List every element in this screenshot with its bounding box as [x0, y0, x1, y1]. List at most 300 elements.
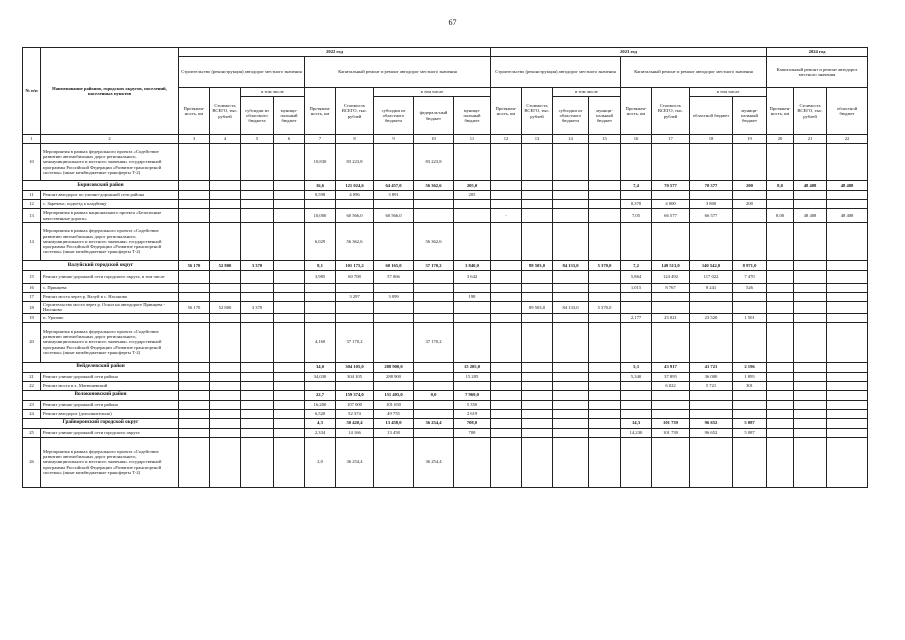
- row-number: 25: [23, 428, 41, 437]
- value-cell: [179, 409, 210, 418]
- value-cell: 70 577: [652, 181, 690, 191]
- value-cell: [767, 200, 794, 209]
- value-cell: 200: [733, 181, 767, 191]
- column-number: 19: [733, 135, 767, 144]
- value-cell: 36 000: [690, 372, 733, 381]
- value-cell: 7,05: [621, 209, 652, 223]
- value-cell: 4 096: [336, 191, 374, 200]
- value-cell: [491, 261, 522, 271]
- value-cell: [589, 293, 621, 302]
- value-cell: 5 721: [690, 381, 733, 390]
- value-cell: [336, 302, 374, 314]
- row-name: Ремонт автодорог по улично-дорожной сети района: [41, 191, 179, 200]
- value-cell: 8,0: [767, 181, 794, 191]
- value-cell: [733, 223, 767, 261]
- value-cell: [241, 313, 274, 322]
- value-cell: 121 024,6: [336, 181, 374, 191]
- value-cell: [454, 313, 491, 322]
- value-cell: [522, 191, 553, 200]
- value-cell: [767, 400, 794, 409]
- value-cell: [491, 409, 522, 418]
- value-cell: [767, 372, 794, 381]
- value-cell: [374, 223, 414, 261]
- value-cell: 48 408: [794, 181, 827, 191]
- value-cell: [767, 381, 794, 390]
- value-cell: 2,334: [305, 428, 336, 437]
- value-cell: [454, 209, 491, 223]
- value-cell: [522, 390, 553, 400]
- value-cell: [491, 181, 522, 191]
- value-cell: [621, 400, 652, 409]
- table-row: [23, 271, 868, 284]
- value-cell: 48 408: [794, 209, 827, 223]
- value-cell: -: [491, 209, 522, 223]
- column-number: 14: [553, 135, 589, 144]
- value-cell: [241, 284, 274, 293]
- value-cell: [414, 409, 454, 418]
- value-cell: [589, 191, 621, 200]
- value-cell: [374, 437, 414, 487]
- value-cell: [794, 390, 827, 400]
- value-cell: [733, 209, 767, 223]
- value-cell: 2 619: [454, 409, 491, 418]
- value-cell: 66 577: [690, 209, 733, 223]
- value-cell: [690, 409, 733, 418]
- value-cell: [553, 313, 589, 322]
- value-cell: [274, 322, 305, 362]
- value-cell: [589, 409, 621, 418]
- value-cell: [274, 181, 305, 191]
- value-cell: 3 840,0: [454, 261, 491, 271]
- value-cell: [491, 362, 522, 372]
- value-cell: 5 087: [733, 418, 767, 428]
- value-cell: [241, 181, 274, 191]
- value-cell: 101 739: [652, 418, 690, 428]
- value-cell: [827, 293, 868, 302]
- value-cell: [794, 409, 827, 418]
- row-number: 22: [23, 381, 41, 390]
- value-cell: 3,985: [305, 271, 336, 284]
- value-cell: 48 408: [827, 209, 868, 223]
- value-cell: [179, 271, 210, 284]
- value-cell: [589, 181, 621, 191]
- value-cell: [414, 191, 454, 200]
- value-cell: 149 513,0: [652, 261, 690, 271]
- value-cell: [589, 400, 621, 409]
- value-cell: [210, 372, 241, 381]
- value-cell: 56 170: [179, 261, 210, 271]
- value-cell: [621, 322, 652, 362]
- value-cell: [794, 302, 827, 314]
- value-cell: 205,0: [454, 181, 491, 191]
- value-cell: 124 492: [652, 271, 690, 284]
- column-number: 13: [522, 135, 553, 144]
- value-cell: 708: [454, 428, 491, 437]
- value-cell: [241, 293, 274, 302]
- row-number: 18: [23, 302, 41, 314]
- value-cell: [589, 372, 621, 381]
- value-cell: [241, 372, 274, 381]
- value-cell: [454, 381, 491, 390]
- value-cell: [553, 181, 589, 191]
- value-cell: [491, 372, 522, 381]
- value-cell: 5,864: [621, 271, 652, 284]
- value-cell: [827, 400, 868, 409]
- value-cell: [589, 418, 621, 428]
- value-cell: 0,0: [414, 390, 454, 400]
- value-cell: [179, 144, 210, 181]
- row-name: с. Зареченс, подъезд к кладбищу: [41, 200, 179, 209]
- value-cell: [733, 390, 767, 400]
- value-cell: [241, 362, 274, 372]
- value-cell: [767, 271, 794, 284]
- column-number: 12: [491, 135, 522, 144]
- value-cell: [652, 322, 690, 362]
- value-cell: [414, 284, 454, 293]
- value-cell: [491, 191, 522, 200]
- header-sub-subsidy: субсидии из областного бюджета: [374, 97, 414, 135]
- value-cell: [336, 200, 374, 209]
- row-name: Мероприятия в рамках федерального проекта «Содействие развитию автомобильных дорог регионального, межмуниципального и местного значения» государственной программы Российской Федерации «Развитие транспортной системы» (иные межбюджетные трансферты Т-2): [41, 144, 179, 181]
- value-cell: [522, 400, 553, 409]
- value-cell: [652, 223, 690, 261]
- district-name: Грайворонский городской округ: [23, 418, 179, 428]
- value-cell: 89 503,0: [522, 261, 553, 271]
- value-cell: 8 971,0: [733, 261, 767, 271]
- value-cell: [589, 322, 621, 362]
- value-cell: 117 022: [690, 271, 733, 284]
- row-number: 23: [23, 400, 41, 409]
- row-name: Ремонт моста через р. Валуй в с. Насоново: [41, 293, 179, 302]
- value-cell: [733, 322, 767, 362]
- value-cell: [491, 223, 522, 261]
- value-cell: [274, 261, 305, 271]
- column-number: 9: [374, 135, 414, 144]
- value-cell: [454, 322, 491, 362]
- value-cell: [690, 293, 733, 302]
- value-cell: [274, 200, 305, 209]
- column-number: 16: [621, 135, 652, 144]
- value-cell: [767, 191, 794, 200]
- value-cell: 66 577: [652, 209, 690, 223]
- table-row: [23, 284, 868, 293]
- row-name: Ремонт улично-дорожной сети района: [41, 372, 179, 381]
- value-cell: 1,015: [621, 284, 652, 293]
- value-cell: 5,3: [621, 362, 652, 372]
- value-cell: [827, 223, 868, 261]
- row-name: Ремонт улично-дорожной сети городского округа, в том числе: [41, 271, 179, 284]
- value-cell: [179, 390, 210, 400]
- value-cell: [491, 428, 522, 437]
- value-cell: [491, 293, 522, 302]
- value-cell: [522, 381, 553, 390]
- value-cell: [652, 191, 690, 200]
- value-cell: [210, 191, 241, 200]
- column-number: 15: [589, 135, 621, 144]
- value-cell: [241, 381, 274, 390]
- value-cell: [827, 372, 868, 381]
- header-sub-length: Протяжен-ность, км: [767, 88, 794, 135]
- value-cell: [690, 400, 733, 409]
- value-cell: [179, 362, 210, 372]
- row-number: 17: [23, 293, 41, 302]
- value-cell: [179, 293, 210, 302]
- value-cell: [652, 293, 690, 302]
- value-cell: 37 170,2: [414, 322, 454, 362]
- value-cell: [241, 409, 274, 418]
- value-cell: 205: [454, 191, 491, 200]
- value-cell: [733, 293, 767, 302]
- header-incl: в том числе: [374, 88, 491, 97]
- value-cell: [210, 418, 241, 428]
- column-number: 5: [241, 135, 274, 144]
- value-cell: [690, 322, 733, 362]
- value-cell: [652, 437, 690, 487]
- value-cell: [794, 362, 827, 372]
- row-name: Строительство моста через р. Оскол на автодороге Принцева - Насоново: [41, 302, 179, 314]
- value-cell: [210, 271, 241, 284]
- value-cell: [827, 428, 868, 437]
- value-cell: [553, 418, 589, 428]
- value-cell: [274, 293, 305, 302]
- value-cell: [414, 400, 454, 409]
- value-cell: [794, 271, 827, 284]
- value-cell: [374, 200, 414, 209]
- value-cell: 2,177: [621, 313, 652, 322]
- value-cell: [414, 428, 454, 437]
- value-cell: [794, 223, 827, 261]
- value-cell: 52 800: [210, 302, 241, 314]
- value-cell: [767, 418, 794, 428]
- value-cell: 151 405,0: [374, 390, 414, 400]
- value-cell: 84 133,0: [553, 261, 589, 271]
- value-cell: [491, 302, 522, 314]
- value-cell: [414, 381, 454, 390]
- district-row: [23, 181, 868, 191]
- header-incl: в том числе: [241, 88, 305, 97]
- value-cell: [589, 313, 621, 322]
- value-cell: [827, 313, 868, 322]
- value-cell: 526: [733, 284, 767, 293]
- value-cell: [374, 144, 414, 181]
- header-group-2023-repair: Капитальный ремонт и ремонт автодорог местного значения: [621, 57, 767, 88]
- table-row: [23, 144, 868, 181]
- district-row: [23, 261, 868, 271]
- value-cell: [553, 293, 589, 302]
- value-cell: [652, 409, 690, 418]
- value-cell: [733, 191, 767, 200]
- value-cell: 6,029: [305, 223, 336, 261]
- value-cell: [210, 400, 241, 409]
- value-cell: [652, 144, 690, 181]
- table-row: [23, 223, 868, 261]
- value-cell: [522, 144, 553, 181]
- value-cell: 288 900,0: [374, 362, 414, 372]
- table-row: [23, 293, 868, 302]
- district-row: [23, 418, 868, 428]
- value-cell: 15 205: [454, 372, 491, 381]
- value-cell: 5 087: [733, 428, 767, 437]
- value-cell: [767, 362, 794, 372]
- value-cell: [553, 381, 589, 390]
- value-cell: [553, 362, 589, 372]
- value-cell: [336, 313, 374, 322]
- value-cell: 2,0: [305, 437, 336, 487]
- value-cell: 13 458: [374, 428, 414, 437]
- value-cell: [522, 418, 553, 428]
- value-cell: [621, 191, 652, 200]
- value-cell: [827, 322, 868, 362]
- value-cell: 13 458,0: [374, 418, 414, 428]
- value-cell: 3 642: [454, 271, 491, 284]
- value-cell: [621, 381, 652, 390]
- value-cell: [454, 144, 491, 181]
- value-cell: 96 652: [690, 428, 733, 437]
- value-cell: 84 133,0: [553, 302, 589, 314]
- header-group-2023-build: Строительство (реконструкция) автодорог местного значения: [491, 57, 621, 88]
- value-cell: 14,3: [621, 418, 652, 428]
- value-cell: [522, 362, 553, 372]
- value-cell: [589, 362, 621, 372]
- value-cell: [241, 144, 274, 181]
- value-cell: [491, 200, 522, 209]
- column-number: 22: [827, 135, 868, 144]
- value-cell: [767, 293, 794, 302]
- value-cell: 14,230: [621, 428, 652, 437]
- header-sub-federal: федераль-ный бюджет: [414, 97, 454, 135]
- value-cell: [414, 209, 454, 223]
- column-number: 4: [210, 135, 241, 144]
- value-cell: [621, 390, 652, 400]
- value-cell: 60 708: [336, 271, 374, 284]
- header-sub-cost: Стоимость ВСЕГО, тыс. рублей: [794, 88, 827, 135]
- value-cell: [241, 271, 274, 284]
- value-cell: 60 566,0: [374, 209, 414, 223]
- header-incl: в том числе: [553, 88, 621, 97]
- value-cell: [305, 381, 336, 390]
- district-row: [23, 390, 868, 400]
- value-cell: [274, 390, 305, 400]
- value-cell: [827, 191, 868, 200]
- table-row: [23, 313, 868, 322]
- value-cell: 10,830: [305, 144, 336, 181]
- header-sub-muni: муници-пальный бюджет: [589, 97, 621, 135]
- value-cell: [454, 284, 491, 293]
- value-cell: 36 254,4: [336, 437, 374, 487]
- value-cell: 3 800: [690, 200, 733, 209]
- value-cell: [827, 200, 868, 209]
- row-name: Ремонт улично-дорожной сети городского округа: [41, 428, 179, 437]
- value-cell: [733, 400, 767, 409]
- value-cell: [589, 381, 621, 390]
- value-cell: [241, 390, 274, 400]
- value-cell: [241, 400, 274, 409]
- header-sub-subsidy: субсидии из областного бюджета: [553, 97, 589, 135]
- value-cell: [621, 437, 652, 487]
- value-cell: 5 350: [454, 400, 491, 409]
- value-cell: 22,7: [305, 390, 336, 400]
- value-cell: [553, 322, 589, 362]
- value-cell: [794, 313, 827, 322]
- value-cell: [179, 381, 210, 390]
- value-cell: [414, 372, 454, 381]
- row-name: Мероприятия в рамках федерального проекта «Содействие развитию автомобильных дорог регионального, межмуниципального и местного значения» государственной программы Российской Федерации «Развитие транспортной системы» (иные межбюджетные трансферты Т-2): [41, 223, 179, 261]
- value-cell: 0,370: [621, 200, 652, 209]
- value-cell: 5,340: [621, 372, 652, 381]
- value-cell: 60 566,0: [336, 209, 374, 223]
- value-cell: [827, 362, 868, 372]
- value-cell: [589, 223, 621, 261]
- value-cell: 96 652: [690, 418, 733, 428]
- value-cell: [210, 437, 241, 487]
- value-cell: [179, 428, 210, 437]
- value-cell: 101 739: [652, 428, 690, 437]
- value-cell: 60 165,0: [374, 261, 414, 271]
- value-cell: [767, 409, 794, 418]
- value-cell: [305, 200, 336, 209]
- table-row: [23, 437, 868, 487]
- value-cell: [374, 381, 414, 390]
- value-cell: [454, 437, 491, 487]
- value-cell: [589, 437, 621, 487]
- value-cell: [522, 313, 553, 322]
- value-cell: [827, 271, 868, 284]
- value-cell: [414, 362, 454, 372]
- value-cell: 5 370,0: [589, 302, 621, 314]
- header-sub-region: областной бюджет: [690, 97, 733, 135]
- value-cell: 200: [733, 200, 767, 209]
- value-cell: [827, 409, 868, 418]
- value-cell: [553, 390, 589, 400]
- value-cell: [241, 437, 274, 487]
- value-cell: [210, 209, 241, 223]
- header-sub-muni: муници-пальный бюджет: [733, 97, 767, 135]
- value-cell: [274, 223, 305, 261]
- value-cell: [553, 200, 589, 209]
- value-cell: [414, 293, 454, 302]
- value-cell: 101 650: [374, 400, 414, 409]
- value-cell: [690, 390, 733, 400]
- value-cell: 34,0: [305, 362, 336, 372]
- value-cell: 23 520: [690, 313, 733, 322]
- row-number: 10: [23, 144, 41, 181]
- value-cell: [794, 418, 827, 428]
- value-cell: [621, 144, 652, 181]
- value-cell: [767, 144, 794, 181]
- row-number: 21: [23, 372, 41, 381]
- column-number-row: [23, 135, 868, 144]
- value-cell: [210, 409, 241, 418]
- value-cell: [374, 313, 414, 322]
- value-cell: [454, 302, 491, 314]
- value-cell: [274, 400, 305, 409]
- value-cell: [274, 191, 305, 200]
- value-cell: [241, 223, 274, 261]
- value-cell: [210, 428, 241, 437]
- table-row: [23, 381, 868, 390]
- value-cell: [414, 271, 454, 284]
- row-number: 16: [23, 284, 41, 293]
- value-cell: 101 175,2: [336, 261, 374, 271]
- table-row: [23, 322, 868, 362]
- header-row-number: № п/п: [23, 48, 41, 135]
- value-cell: [589, 284, 621, 293]
- row-name: Мероприятия в рамках федерального проекта «Содействие развитию автомобильных дорог регионального, межмуниципального и местного значения» государственной программы Российской Федерации «Развитие транспортной системы» (иные межбюджетные трансферты Т-2): [41, 322, 179, 362]
- header-sub-cost: Стоимость ВСЕГО, тыс. рублей: [210, 88, 241, 135]
- value-cell: [305, 293, 336, 302]
- value-cell: [241, 191, 274, 200]
- column-number: 20: [767, 135, 794, 144]
